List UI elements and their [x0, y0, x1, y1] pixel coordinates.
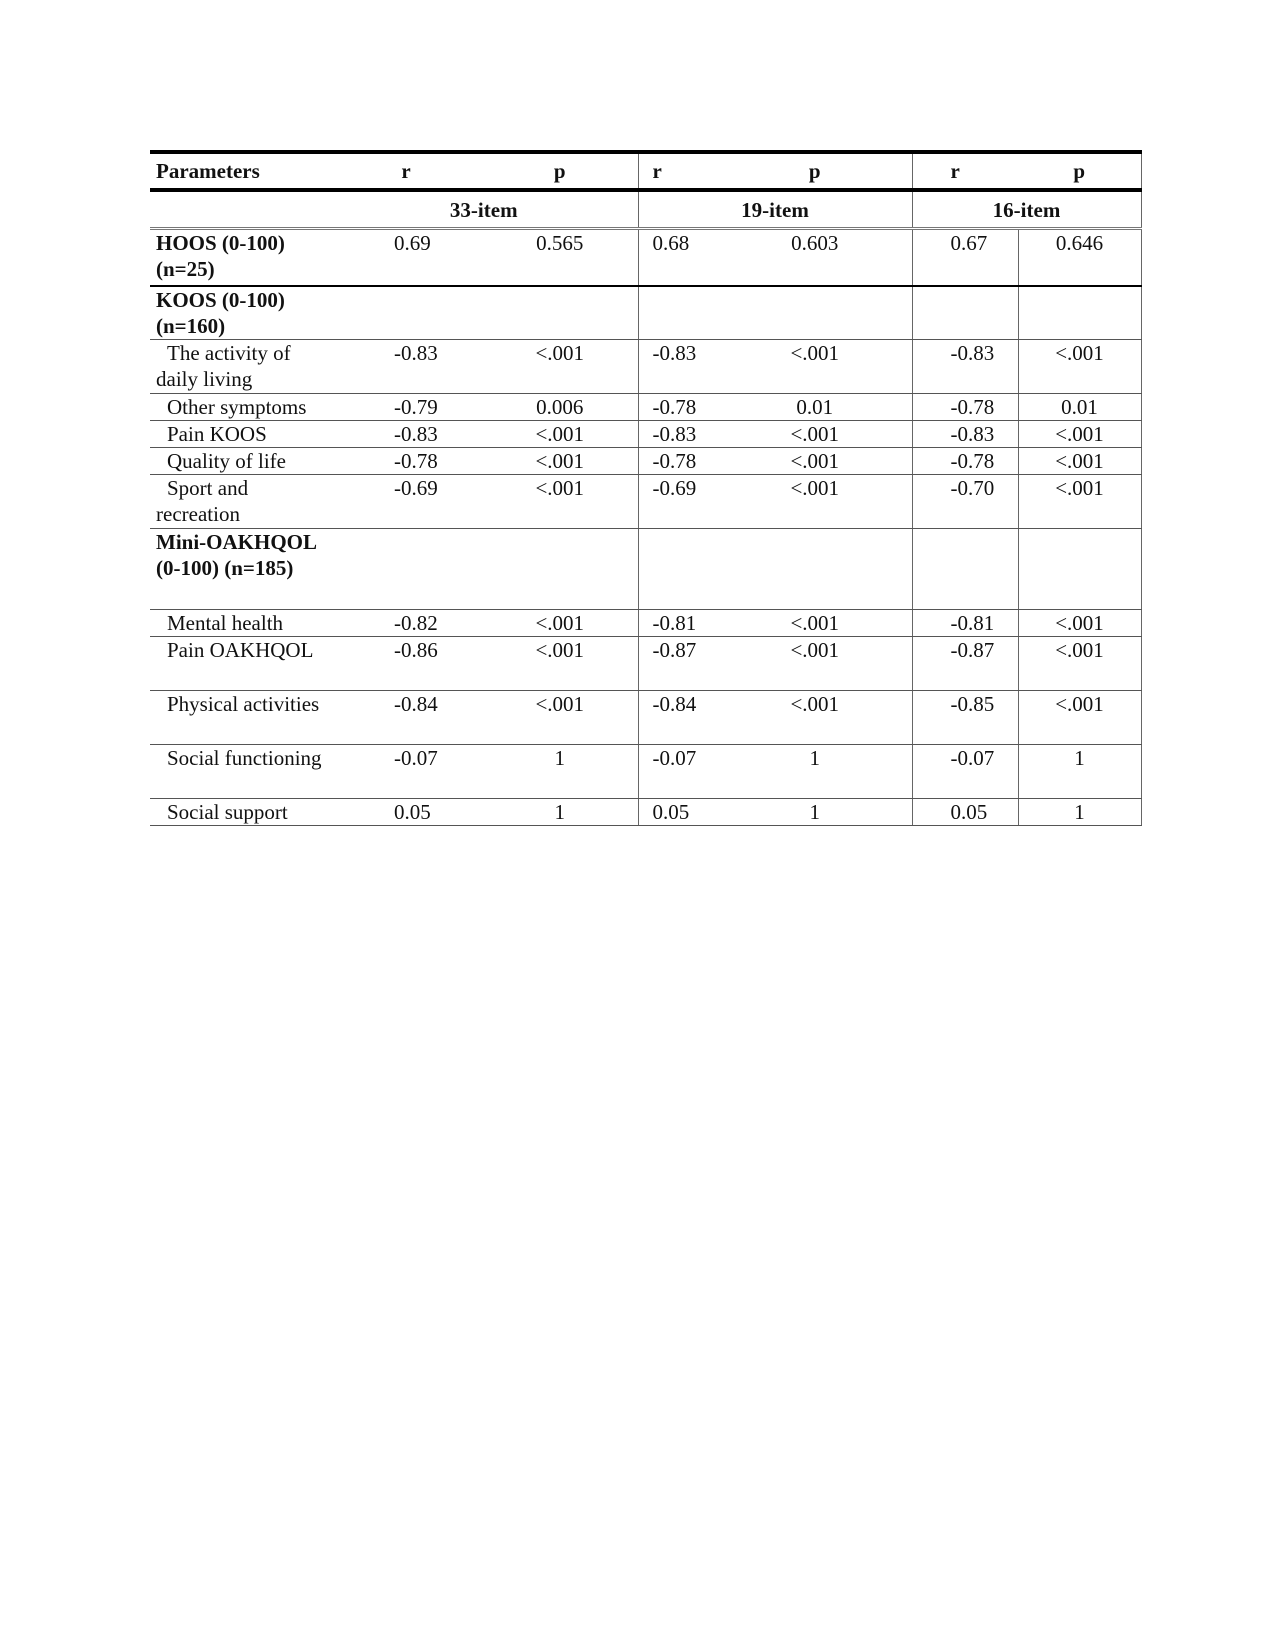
cell-r-16 [912, 529, 1018, 610]
row-label: Other symptoms [150, 394, 330, 421]
cell-r-33: 0.05 [330, 799, 482, 826]
table-row [150, 475, 1141, 529]
cell-r-19: -0.81 [638, 610, 718, 637]
header-parameters: Parameters [150, 152, 330, 190]
table-row [150, 745, 1141, 799]
cell-r-19: -0.69 [638, 475, 718, 529]
cell-r-19 [638, 529, 718, 610]
table-row [150, 340, 1141, 394]
cell-r-16: -0.78 [912, 448, 1018, 475]
table-row [150, 286, 1141, 340]
cell-p-33 [482, 529, 638, 610]
cell-p-16: 0.01 [1018, 394, 1141, 421]
cell-r-19: -0.78 [638, 448, 718, 475]
row-label: The activity of daily living [150, 340, 330, 394]
cell-r-19: -0.84 [638, 691, 718, 745]
cell-p-33: <.001 [482, 421, 638, 448]
cell-p-16: <.001 [1018, 448, 1141, 475]
cell-r-33: 0.69 [330, 229, 482, 286]
cell-r-16: -0.83 [912, 421, 1018, 448]
table-row [150, 691, 1141, 745]
cell-r-16: 0.67 [912, 229, 1018, 286]
cell-p-19: 0.01 [718, 394, 912, 421]
row-label: Mental health [150, 610, 330, 637]
cell-p-19: 0.603 [718, 229, 912, 286]
row-label: Sport and recreation [150, 475, 330, 529]
cell-p-33: 0.565 [482, 229, 638, 286]
row-label: Pain OAKHQOL [150, 637, 330, 691]
cell-p-33: 1 [482, 745, 638, 799]
cell-p-33: <.001 [482, 475, 638, 529]
header-r-16: r [912, 152, 1018, 190]
cell-r-16 [912, 286, 1018, 340]
cell-p-19: <.001 [718, 421, 912, 448]
cell-r-33: -0.83 [330, 421, 482, 448]
table-row [150, 637, 1141, 691]
header-row [150, 152, 1141, 190]
cell-r-33 [330, 286, 482, 340]
cell-p-16: 1 [1018, 799, 1141, 826]
group-empty [150, 190, 330, 229]
cell-p-19: <.001 [718, 610, 912, 637]
cell-p-19 [718, 529, 912, 610]
header-p-16: p [1018, 152, 1141, 190]
cell-p-16: <.001 [1018, 637, 1141, 691]
cell-p-16: <.001 [1018, 475, 1141, 529]
cell-r-19: -0.07 [638, 745, 718, 799]
cell-p-16: 1 [1018, 745, 1141, 799]
cell-p-33: <.001 [482, 610, 638, 637]
table-row [150, 529, 1141, 610]
cell-p-33 [482, 286, 638, 340]
cell-r-33: -0.78 [330, 448, 482, 475]
cell-p-16: <.001 [1018, 610, 1141, 637]
table-row [150, 394, 1141, 421]
table-row [150, 448, 1141, 475]
cell-p-33: <.001 [482, 691, 638, 745]
cell-p-19: 1 [718, 799, 912, 826]
cell-r-16: -0.07 [912, 745, 1018, 799]
table-body [150, 229, 1141, 826]
cell-r-19: 0.05 [638, 799, 718, 826]
row-label: Social support [150, 799, 330, 826]
cell-p-19: <.001 [718, 475, 912, 529]
group-19-item: 19-item [638, 190, 912, 229]
table-row [150, 799, 1141, 826]
cell-p-33: <.001 [482, 448, 638, 475]
cell-r-33: -0.83 [330, 340, 482, 394]
cell-r-33: -0.86 [330, 637, 482, 691]
cell-r-16: -0.81 [912, 610, 1018, 637]
cell-r-16: -0.83 [912, 340, 1018, 394]
cell-p-19: <.001 [718, 637, 912, 691]
cell-r-16: -0.87 [912, 637, 1018, 691]
group-row [150, 190, 1141, 229]
header-r-33: r [330, 152, 482, 190]
cell-p-16 [1018, 529, 1141, 610]
cell-p-19: <.001 [718, 448, 912, 475]
cell-p-33: 1 [482, 799, 638, 826]
cell-p-16: <.001 [1018, 340, 1141, 394]
section-label: Mini-OAKHQOL (0-100) (n=185) [150, 529, 330, 610]
cell-r-33: -0.79 [330, 394, 482, 421]
row-label: Pain KOOS [150, 421, 330, 448]
table-row [150, 421, 1141, 448]
cell-r-19: -0.87 [638, 637, 718, 691]
cell-r-33: -0.69 [330, 475, 482, 529]
correlation-table [150, 150, 1142, 826]
header-p-33: p [482, 152, 638, 190]
cell-p-33: <.001 [482, 340, 638, 394]
row-label: Social functioning [150, 745, 330, 799]
cell-p-33: <.001 [482, 637, 638, 691]
cell-r-16: 0.05 [912, 799, 1018, 826]
header-p-19: p [718, 152, 912, 190]
table-row [150, 610, 1141, 637]
cell-r-33: -0.07 [330, 745, 482, 799]
cell-r-19: -0.78 [638, 394, 718, 421]
cell-r-16: -0.70 [912, 475, 1018, 529]
cell-p-19: <.001 [718, 691, 912, 745]
cell-r-16: -0.78 [912, 394, 1018, 421]
row-label: Physical activities [150, 691, 330, 745]
cell-p-16 [1018, 286, 1141, 340]
cell-p-19: 1 [718, 745, 912, 799]
cell-p-16: <.001 [1018, 691, 1141, 745]
cell-r-33 [330, 529, 482, 610]
cell-r-16: -0.85 [912, 691, 1018, 745]
cell-r-33: -0.84 [330, 691, 482, 745]
row-label: Quality of life [150, 448, 330, 475]
table-row [150, 229, 1141, 286]
cell-p-16: 0.646 [1018, 229, 1141, 286]
cell-r-19: 0.68 [638, 229, 718, 286]
cell-r-19: -0.83 [638, 340, 718, 394]
cell-p-33: 0.006 [482, 394, 638, 421]
cell-p-19: <.001 [718, 340, 912, 394]
group-33-item: 33-item [330, 190, 638, 229]
cell-p-19 [718, 286, 912, 340]
section-label: HOOS (0-100) (n=25) [150, 229, 330, 286]
header-r-19: r [638, 152, 718, 190]
cell-r-19: -0.83 [638, 421, 718, 448]
cell-r-19 [638, 286, 718, 340]
cell-r-33: -0.82 [330, 610, 482, 637]
cell-p-16: <.001 [1018, 421, 1141, 448]
group-16-item: 16-item [912, 190, 1141, 229]
section-label: KOOS (0-100) (n=160) [150, 286, 330, 340]
